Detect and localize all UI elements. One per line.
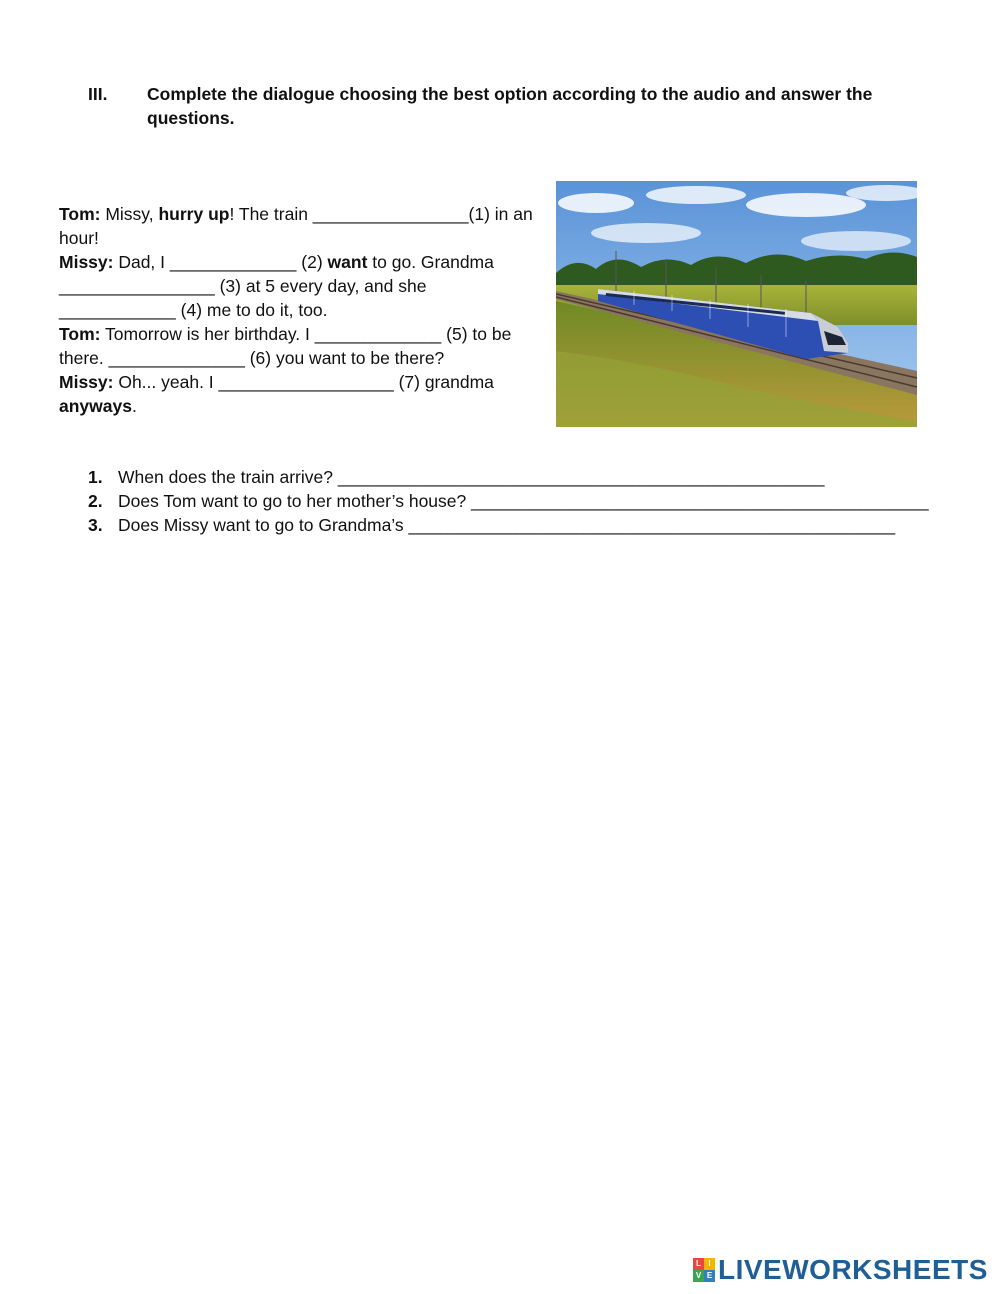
question-number: 3.: [88, 515, 103, 535]
dialogue-segment: ! The train ________________(1) in an hour!: [59, 204, 533, 248]
dialogue-segment: .: [131, 396, 137, 416]
train-photo: [556, 181, 917, 427]
logo-mark-i: I: [704, 1258, 715, 1270]
question-text: When does the train arrive? __________________________________________________: [118, 467, 825, 487]
speaker-name: Missy:: [59, 372, 114, 392]
dialogue-segment: Missy,: [100, 204, 159, 224]
dialogue-line: [59, 250, 541, 322]
speaker-name: Tom:: [59, 204, 101, 224]
dialogue-segment: Dad, I _____________ (2): [113, 252, 328, 272]
section-instructions: Complete the dialogue choosing the best option according to the audio and answer the questions.: [147, 84, 873, 128]
logo-mark-e: E: [704, 1270, 715, 1282]
section-number: III.: [88, 84, 108, 104]
question-number: 2.: [88, 491, 103, 511]
dialogue-line: [59, 322, 541, 370]
dialogue-emphasis: want: [327, 252, 368, 272]
dialogue-segment: Tomorrow is her birthday. I _____________ (5) to be there. ______________ (6) you want to be there?: [59, 324, 512, 368]
question-item: [88, 465, 968, 489]
logo-wordmark: LIVEWORKSHEETS: [718, 1254, 988, 1285]
dialogue-text: [59, 202, 541, 418]
dialogue-emphasis: hurry up: [158, 204, 230, 224]
logo-mark-icon: [693, 1258, 715, 1282]
liveworksheets-logo: [693, 1255, 988, 1285]
logo-mark-l: L: [693, 1258, 704, 1270]
question-item: [88, 513, 968, 537]
question-text: Does Tom want to go to her mother’s house? _______________________________________________: [118, 491, 929, 511]
dialogue-emphasis: anyways: [59, 396, 132, 416]
dialogue-segment: to go. Grandma ________________ (3) at 5 every day, and she ____________ (4) me to do it, too.: [59, 252, 494, 320]
dialogue-line: [59, 202, 541, 250]
speaker-name: Tom:: [59, 324, 101, 344]
dialogue-line: [59, 370, 541, 418]
question-item: [88, 489, 968, 513]
question-list: [88, 465, 968, 537]
logo-mark-v: V: [693, 1270, 704, 1282]
speaker-name: Missy:: [59, 252, 114, 272]
question-number: 1.: [88, 467, 103, 487]
dialogue-segment: Oh... yeah. I __________________ (7) grandma: [113, 372, 494, 392]
question-text: Does Missy want to go to Grandma’s __________________________________________________: [118, 515, 896, 535]
